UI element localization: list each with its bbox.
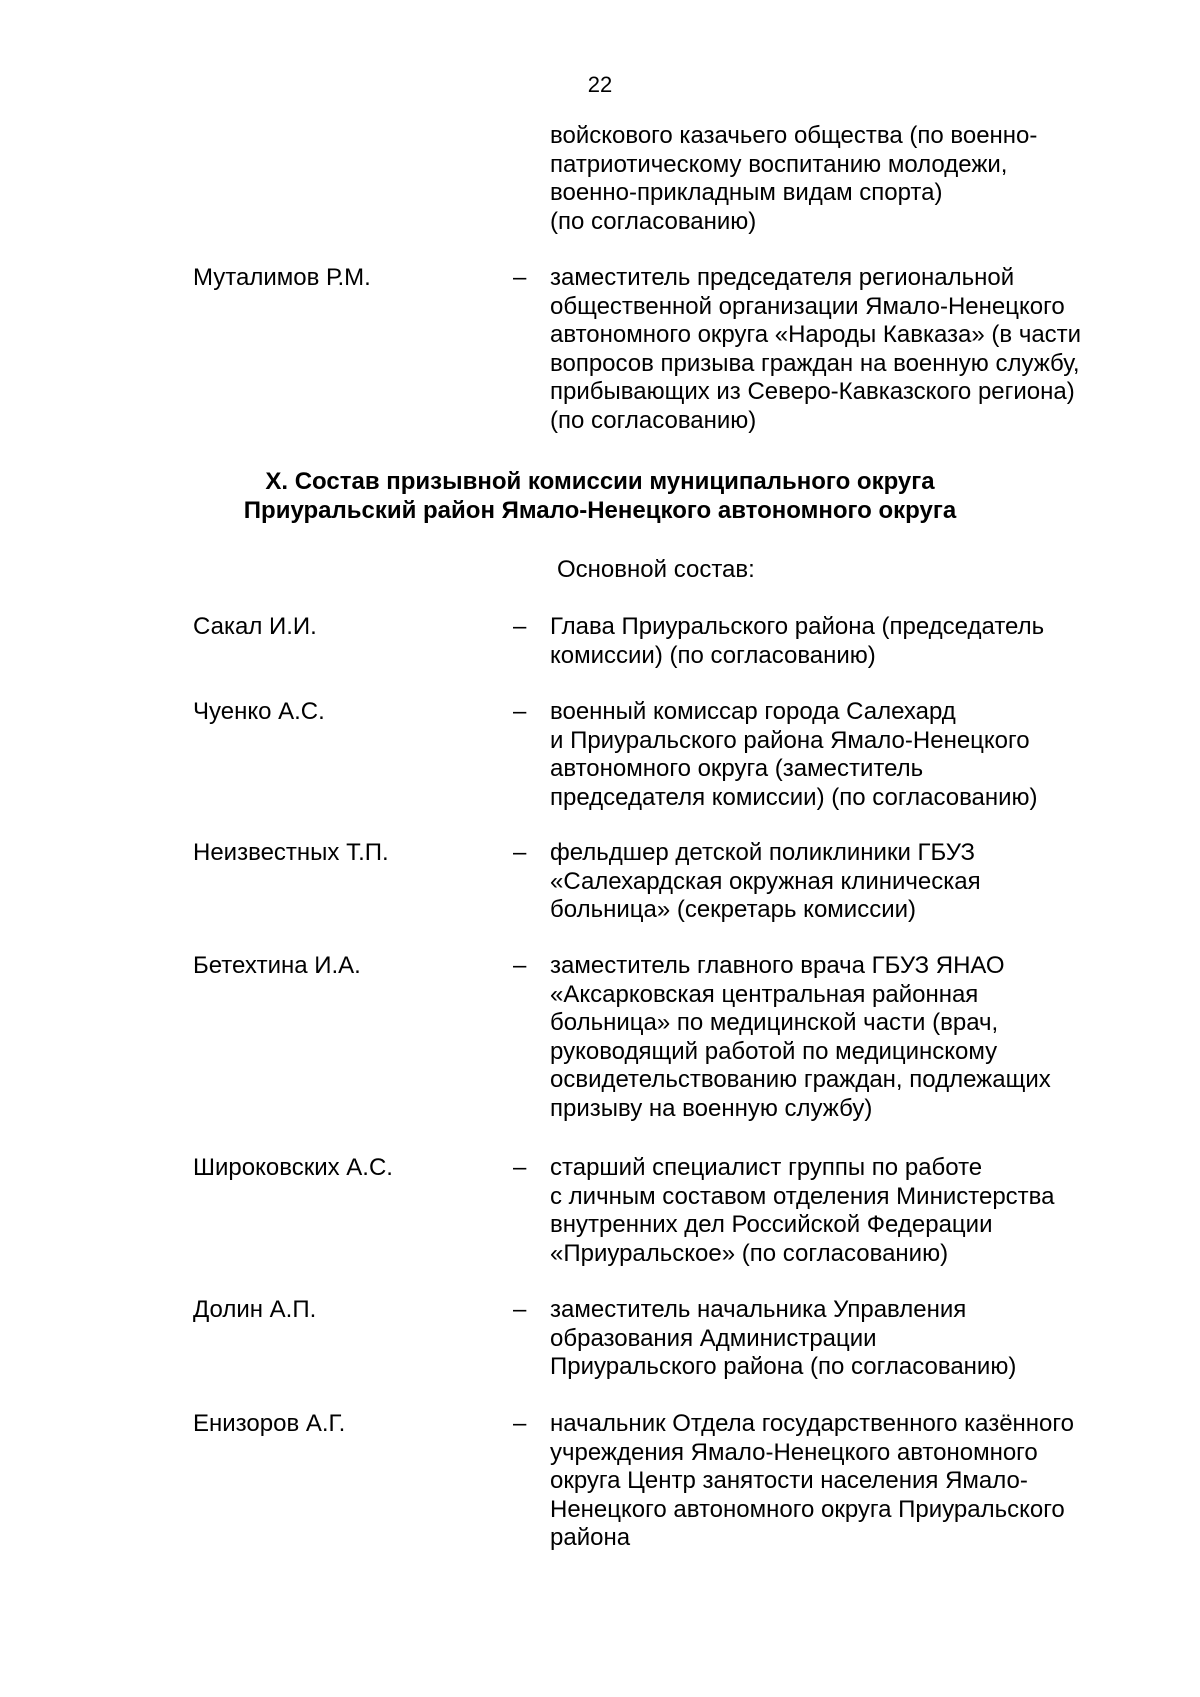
description-line: заместитель начальника Управления — [550, 1296, 967, 1323]
member-entry — [193, 264, 1153, 435]
description-line: старший специалист группы по работе — [550, 1154, 983, 1181]
description-line: Приуральского района (по согласованию) — [550, 1353, 1017, 1380]
section-title — [0, 467, 1200, 525]
description-line: председателя комиссии) (по согласованию) — [550, 783, 1038, 811]
description-line: общественной организации Ямало-Ненецкого — [550, 292, 1065, 320]
member-name: Неизвестных Т.П. — [193, 839, 389, 866]
section-subtitle: Основной состав: — [557, 556, 755, 583]
description-line: района — [550, 1524, 631, 1551]
description-line: заместитель главного врача ГБУЗ ЯНАО — [550, 952, 1005, 979]
member-name: Чуенко А.С. — [193, 698, 325, 725]
description-line: (по согласованию) — [550, 406, 757, 434]
description-line: комиссии) (по согласованию) — [550, 641, 876, 669]
section-title-line: Приуральский район Ямало-Ненецкого автономного округа — [243, 497, 957, 524]
description-line: внутренних дел Российской Федерации — [550, 1211, 993, 1238]
member-entry — [193, 1410, 1153, 1553]
description-line: (по согласованию) — [550, 207, 757, 235]
member-description — [550, 1154, 1153, 1268]
description-line: начальник Отдела государственного казённого — [550, 1410, 1074, 1437]
member-entry — [193, 952, 1153, 1123]
description-line: Ненецкого автономного округа Приуральского — [550, 1495, 1065, 1523]
member-dash: – — [513, 264, 527, 291]
description-line: руководящий работой по медицинскому — [550, 1037, 998, 1065]
intro-continuation — [193, 122, 1153, 236]
member-entry — [193, 839, 1153, 925]
member-dash: – — [513, 1410, 527, 1437]
description-line: больница» (секретарь комиссии) — [550, 896, 916, 923]
member-entry — [193, 1154, 1153, 1268]
member-description — [550, 698, 1153, 812]
description-line: «Аксарковская центральная районная — [550, 980, 979, 1008]
description-line: прибывающих из Северо-Кавказского региона) — [550, 378, 1075, 405]
member-description — [550, 122, 1153, 236]
description-line: «Приуральское» (по согласованию) — [550, 1239, 949, 1267]
description-line: образования Администрации — [550, 1324, 877, 1352]
description-line: призыву на военную службу) — [550, 1094, 873, 1122]
member-name: Долин А.П. — [193, 1296, 317, 1323]
member-name: Бетехтина И.А. — [193, 952, 361, 979]
member-name: Муталимов Р.М. — [193, 264, 371, 291]
member-description — [550, 1410, 1153, 1553]
member-entry — [193, 698, 1153, 812]
description-line: автономного округа «Народы Кавказа» (в части — [550, 321, 1082, 348]
member-dash: – — [513, 1296, 527, 1323]
description-line: освидетельствованию граждан, подлежащих — [550, 1066, 1051, 1093]
page-number: 22 — [587, 72, 613, 97]
description-line: с личным составом отделения Министерства — [550, 1182, 1055, 1210]
description-line: войскового казачьего общества (по военно- — [550, 122, 1038, 149]
member-description — [550, 264, 1153, 435]
description-line: учреждения Ямало-Ненецкого автономного — [550, 1438, 1038, 1466]
member-description — [550, 952, 1153, 1123]
description-line: военно-прикладным видам спорта) — [550, 179, 943, 206]
member-entry — [193, 613, 1153, 670]
description-line: округа Центр занятости населения Ямало- — [550, 1467, 1028, 1494]
description-line: больница» по медицинской части (врач, — [550, 1009, 999, 1036]
member-name: Сакал И.И. — [193, 613, 317, 640]
description-line: Глава Приуральского района (председатель — [550, 613, 1045, 640]
description-line: вопросов призыва граждан на военную службу, — [550, 349, 1080, 377]
description-line: заместитель председателя региональной — [550, 264, 1015, 291]
section-title-line: X. Состав призывной комиссии муниципального округа — [265, 468, 935, 495]
description-line: фельдшер детской поликлиники ГБУЗ — [550, 839, 975, 866]
description-line: военный комиссар города Салехард — [550, 698, 956, 725]
member-entry — [193, 1296, 1153, 1382]
member-dash: – — [513, 698, 527, 725]
member-dash: – — [513, 839, 527, 866]
description-line: патриотическому воспитанию молодежи, — [550, 150, 1008, 178]
member-dash: – — [513, 613, 527, 640]
member-dash: – — [513, 952, 527, 979]
member-name: Енизоров А.Г. — [193, 1410, 346, 1437]
member-dash: – — [513, 1154, 527, 1181]
description-line: автономного округа (заместитель — [550, 755, 924, 782]
description-line: и Приуральского района Ямало-Ненецкого — [550, 726, 1030, 754]
member-description — [550, 1296, 1153, 1382]
member-description — [550, 839, 1153, 925]
description-line: «Салехардская окружная клиническая — [550, 867, 981, 895]
member-name: Широковских А.С. — [193, 1154, 393, 1181]
member-description — [550, 613, 1153, 670]
